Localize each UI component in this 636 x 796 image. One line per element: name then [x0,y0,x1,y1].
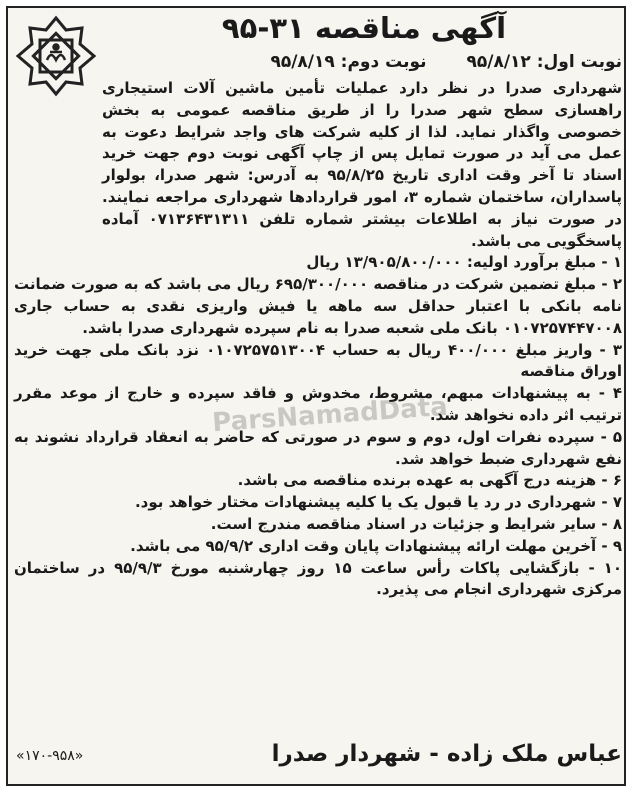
list-item: ۹ - آخرین مهلت ارائه پیشنهادات پایان وقت اداری ۹۵/۹/۲ می باشد. [130,536,622,555]
list-item: ۷ - شهرداری در رد یا قبول یک یا کلیه پیشنهادات مختار خواهد بود. [134,493,622,512]
list-item: ۳ - واریز مبلغ ۴۰۰/۰۰۰ ریال به حساب ۰۱۰۷۲۵۷۵۱۳۰۰۴ نزد بانک ملی جهت خرید اوراق مناقصه [14,340,622,381]
list-item: ۱ - مبلغ برآورد اولیه: ۱۳/۹۰۵/۸۰۰/۰۰۰ ریال [306,253,622,272]
page-title: آگهی مناقصه ۳۱-۹۵ [221,11,507,45]
intro-paragraph: شهرداری صدرا در نظر دارد عملیات تأمین ماشین آلات استیجاری راهسازی سطح شهر صدرا را از طریق مناقصه عمومی به بخش خصوصی واگذار نماید. لذا از کلیه شرکت های واجد شرایط دعوت به عمل می آید در صورت تمایل پس از چاپ آگهی نوبت دوم جهت خرید اسناد تا آخر وقت اداری تاریخ ۹۵/۸/۲۵ به آدرس: شهر صدرا، بولوار پاسداران، ساختمان شماره ۳، امور قراردادها شهرداری مراجعه نمایند. در صورت نیاز به اطلاعات بیشتر شماره تلفن ۰۷۱۳۶۴۳۱۳۱۱ آماده پاسخگویی می باشد. [102,79,622,250]
list-item: ۲ - مبلغ تضمین شرکت در مناقصه ۶۹۵/۳۰۰/۰۰۰ ریال می باشد که به صورت ضمانت نامه بانکی با اعتبار حداقل سه ماهه یا فیش واریزی نقدی به حساب جاری ۰۱۰۷۲۵۷۴۴۷۰۰۸ بانک ملی شعبه صدرا به نام سپرده شهرداری صدرا باشد. [14,275,622,337]
signature: عباس ملک زاده - شهردار صدرا [271,741,622,767]
list-item: ۴ - به پیشنهادات مبهم، مشروط، مخدوش و فاقد سپرده و خارج از موعد مقرر ترتیب اثر داده نخواهد شد. [14,384,622,424]
list-item: ۵ - سپرده نفرات اول، دوم و سوم در صورتی که حاضر به انعقاد قرارداد نشوند به نفع شهرداری ضبط خواهد شد. [14,427,622,468]
advertisement-body [14,78,622,601]
list-item: ۸ - سایر شرایط و جزئیات در اسناد مناقصه مندرج است. [210,514,622,533]
first-round-date: نوبت اول: ۹۵/۸/۱۲ [466,52,622,72]
list-item: ۶ - هزینه درج آگهی به عهده برنده مناقصه می باشد. [237,471,622,490]
second-round-date: نوبت دوم: ۹۵/۸/۱۹ [270,52,427,72]
ad-code: «۱۷۰-۹۵۸» [16,748,84,764]
publication-dates [100,50,622,74]
list-item: ۱۰ - بازگشایی پاکات رأس ساعت ۱۵ روز چهارشنبه مورخ ۹۵/۹/۳ در ساختمان مرکزی شهرداری انجام می پذیرد. [14,558,622,599]
